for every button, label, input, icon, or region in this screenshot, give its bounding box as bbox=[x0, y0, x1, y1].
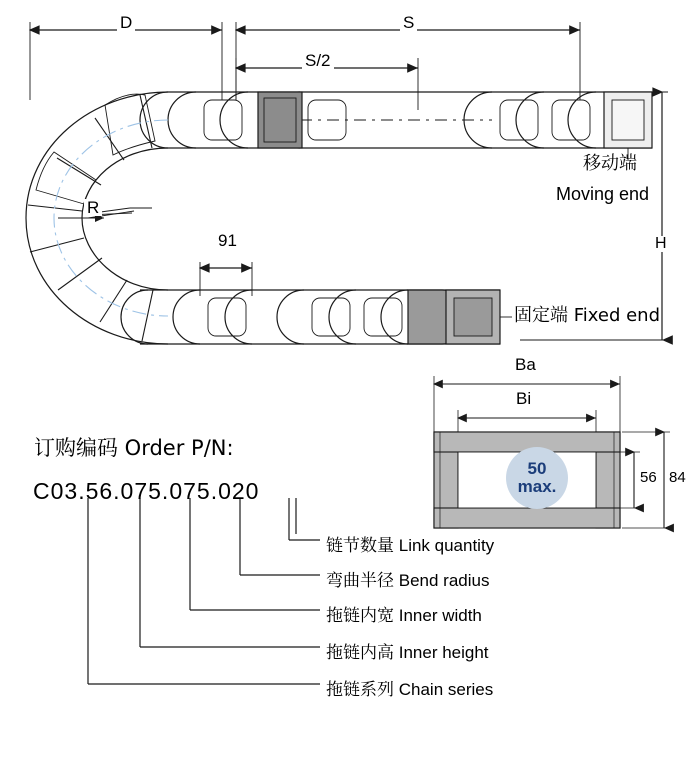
dim-label-S: S bbox=[400, 14, 417, 31]
dim-label-H: H bbox=[652, 236, 670, 252]
badge-value: 50 bbox=[527, 459, 547, 479]
badge-unit: max. bbox=[517, 477, 557, 496]
dim-label-D: D bbox=[117, 14, 135, 31]
legend-inner-width-cn: 拖链内宽 bbox=[326, 606, 394, 626]
bend-radius-badge bbox=[506, 447, 568, 509]
legend-bend-radius bbox=[326, 566, 489, 591]
dim-label-Bi: Bi bbox=[513, 390, 534, 407]
order-pn-title: 订购编码 Order P/N: bbox=[34, 436, 234, 460]
legend-bend-radius-en: Bend radius bbox=[398, 571, 490, 590]
legend-inner-height-en: Inner height bbox=[398, 643, 489, 662]
dim-label-pitch: 91 bbox=[215, 232, 240, 249]
legend-link-quantity-cn: 链节数量 bbox=[326, 536, 394, 556]
moving-end-label-en: Moving end bbox=[556, 184, 650, 204]
legend-chain-series-en: Chain series bbox=[398, 680, 494, 699]
legend-inner-width bbox=[326, 601, 482, 626]
moving-end-label-cn: 移动端 bbox=[583, 153, 637, 174]
legend-inner-height-cn: 拖链内高 bbox=[326, 643, 394, 663]
fixed-end-label: 固定端 Fixed end bbox=[514, 305, 660, 326]
dim-label-S-half: S/2 bbox=[302, 52, 334, 69]
legend-chain-series bbox=[326, 675, 493, 700]
dim-label-R: R bbox=[84, 199, 102, 216]
legend-inner-height bbox=[326, 638, 489, 663]
dim-label-height-inner: 56 bbox=[637, 470, 660, 485]
order-part-number: C03.56.075.075.020 bbox=[33, 478, 260, 504]
legend-link-quantity bbox=[326, 531, 494, 556]
dim-label-height-outer: 84 bbox=[666, 470, 689, 485]
legend-chain-series-cn: 拖链系列 bbox=[326, 680, 394, 700]
legend-link-quantity-en: Link quantity bbox=[398, 536, 495, 555]
legend-bend-radius-cn: 弯曲半径 bbox=[326, 571, 394, 591]
legend-inner-width-en: Inner width bbox=[398, 606, 482, 625]
dim-label-Ba: Ba bbox=[512, 356, 539, 373]
